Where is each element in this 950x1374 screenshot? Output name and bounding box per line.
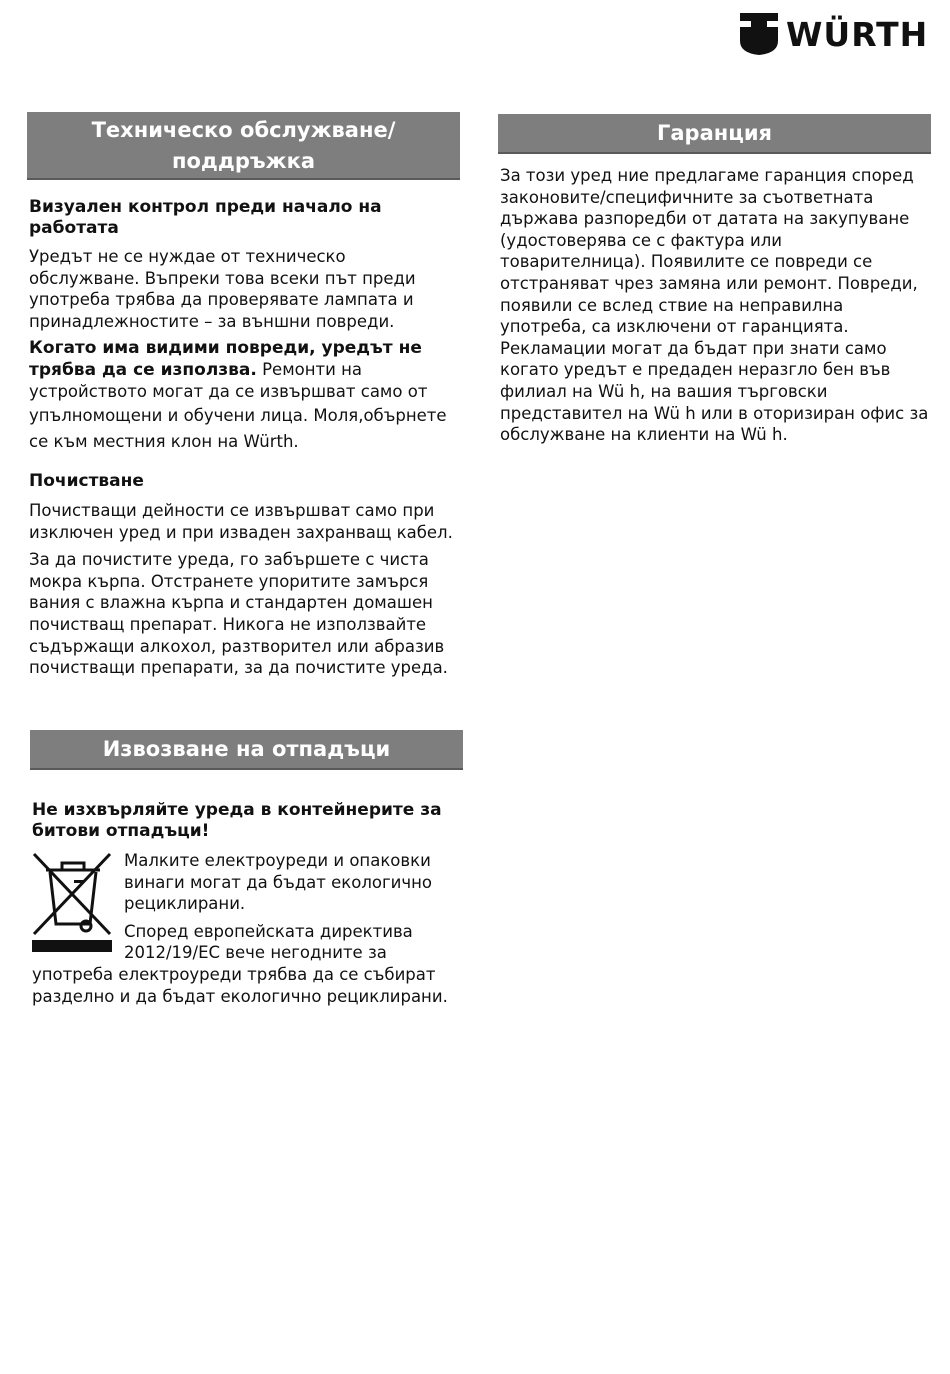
- wurth-emblem-icon: [740, 13, 778, 55]
- brand-name: WÜRTH: [786, 14, 929, 54]
- visual-check-title: Визуален контрол преди начало на работата: [29, 197, 382, 238]
- damage-repair-text: Ремонти на устройството могат да се извършват само от: [29, 360, 428, 402]
- maintenance-heading-line2: поддръжка: [172, 149, 315, 173]
- disposal-heading: Извозване на отпадъци: [30, 730, 463, 770]
- disposal-warning: Не изхвърляйте уреда в контейнерите за битови отпадъци!: [32, 800, 442, 841]
- damage-warning: Когато има видими повреди, уредът не трябва да се използва.: [29, 338, 422, 381]
- disposal-text-2: Според европейската директива 2012/19/EC вече негодните за: [124, 921, 413, 963]
- disposal-body: [32, 850, 462, 1007]
- disposal-text-3: употреба електроуреди трябва да се събират разделно и да бъдат екологично рециклирани.: [32, 964, 448, 1006]
- warranty-section: [500, 165, 932, 446]
- damage-paragraph: [29, 337, 459, 403]
- maintenance-section: [29, 197, 459, 679]
- cleaning-title: Почистване: [29, 470, 144, 491]
- wurth-logo: [740, 12, 928, 56]
- crossed-out-wheelie-bin-icon: [32, 850, 114, 952]
- disposal-text-1: Малките електроуреди и опаковки винаги могат да бъдат екологично рециклирани.: [124, 851, 433, 914]
- cleaning-text-1: Почистващи дейности се извършват само при изключен уред и при изваден захранващ кабел.: [29, 500, 453, 542]
- warranty-heading: Гаранция: [498, 114, 931, 154]
- warranty-text: За този уред ние предлагаме гаранция според законовите/специфичните за съответната държава разпоредби от датата на закупуване (удостоверява се с фактура или товарителница). Появилите се повреди се отстраняват чрез замяна или ремонт. Повреди, появили се вслед ствие на неправилна употреба, са изключени от гаранцията. Рекламации могат да бъдат при знати само когато уредът е предаден неразгло бен във филиал на Wü h, на вашия търговски представител на Wü h или в оторизиран офис за обслужване на клиенти на Wü h.: [500, 166, 929, 445]
- damage-contact-text: упълномощени и обучени лица. Моля,обърнете се към местния клон на Würth.: [29, 405, 447, 451]
- disposal-section: [32, 800, 462, 1007]
- visual-check-text: Уредът не се нуждае от техническо обслужване. Въпреки това всеки път преди употреба трябва да проверявате лампата и принадлежностите – за външни повреди.: [29, 247, 416, 331]
- cleaning-text-2: За да почистите уреда, го забършете с чиста мокра кърпа. Отстранете упоритите замърся вания с влажна кърпа и стандартен домашен почистващ препарат. Никога не използвайте съдържащи алкохол, разтворител или абразив почистващи препарати, за да почистите уреда.: [29, 550, 448, 678]
- maintenance-heading-line1: Техническо обслужване/: [91, 118, 396, 142]
- maintenance-heading: [27, 112, 460, 180]
